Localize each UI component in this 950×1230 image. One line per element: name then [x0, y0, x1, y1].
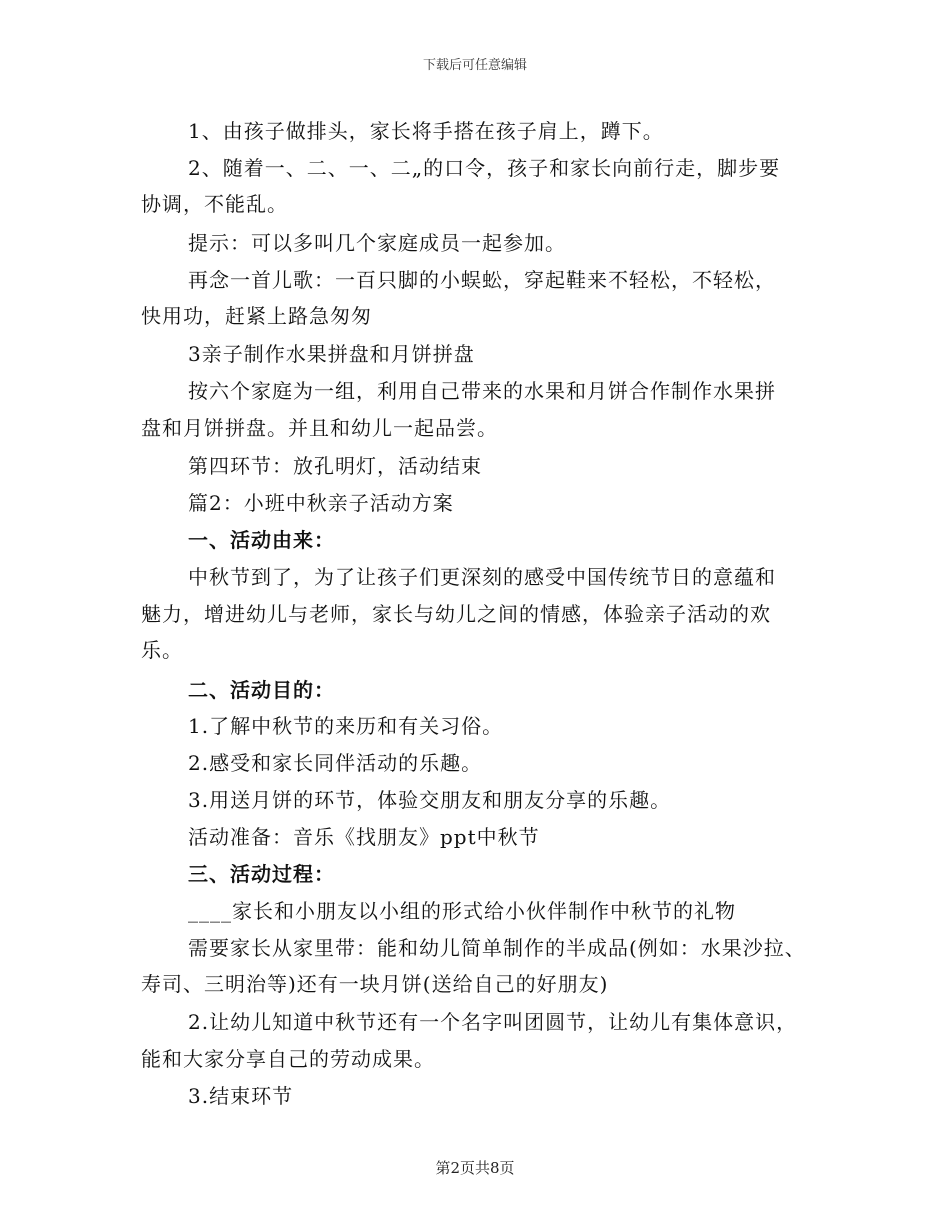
paragraph-line: 能和大家分享自己的劳动成果。	[141, 1047, 435, 1071]
section-heading: 三、活动过程：	[188, 862, 335, 886]
section-heading: 一、活动由来：	[188, 528, 335, 552]
paragraph-line: 乐。	[141, 638, 183, 662]
paragraph-line: 寿司、三明治等)还有一块月饼(送给自己的好朋友)	[141, 972, 609, 996]
paragraph-line: 盘和月饼拼盘。并且和幼儿一起品尝。	[141, 416, 498, 440]
paragraph-line: 魅力，增进幼儿与老师，家长与幼儿之间的情感，体验亲子活动的欢	[141, 602, 771, 626]
paragraph-line: 提示：可以多叫几个家庭成员一起参加。	[188, 231, 566, 255]
paragraph-line: 中秋节到了，为了让孩子们更深刻的感受中国传统节日的意蕴和	[188, 565, 776, 589]
paragraph-line: 按六个家庭为一组，利用自己带来的水果和月饼合作制作水果拼	[188, 379, 776, 403]
paragraph-line: 3亲子制作水果拼盘和月饼拼盘	[188, 342, 475, 366]
list-item: 2.感受和家长同伴活动的乐趣。	[188, 751, 483, 775]
paragraph-line: 需要家长从家里带：能和幼儿简单制作的半成品(例如：水果沙拉、	[188, 936, 806, 960]
list-item: 1.了解中秋节的来历和有关习俗。	[188, 714, 504, 738]
paragraph-line: 活动准备：音乐《找朋友》ppt中秋节	[188, 825, 540, 849]
paragraph-line: 第四环节：放孔明灯，活动结束	[188, 454, 482, 478]
section-heading: 二、活动目的：	[188, 678, 335, 702]
paragraph-line: 协调，不能乱。	[141, 192, 288, 216]
page-footer: 第2页共8页	[435, 1159, 515, 1177]
paragraph-line: ____家长和小朋友以小组的形式给小伙伴制作中秋节的礼物	[188, 899, 736, 923]
list-item: 3.用送月饼的环节，体验交朋友和朋友分享的乐趣。	[188, 788, 672, 812]
paragraph-line: 1、由孩子做排头，家长将手搭在孩子肩上，蹲下。	[188, 119, 664, 143]
paragraph-line: 再念一首儿歌：一百只脚的小蜈蚣，穿起鞋来不轻松，不轻松，	[188, 268, 776, 292]
list-item: 2.让幼儿知道中秋节还有一个名字叫团圆节，让幼儿有集体意识，	[188, 1010, 798, 1034]
paragraph-line: 快用功，赶紧上路急匆匆	[141, 304, 372, 328]
section-title: 篇2：小班中秋亲子活动方案	[188, 491, 454, 515]
list-item: 3.结束环节	[188, 1084, 294, 1108]
paragraph-line: 2、随着一、二、一、二„的口令，孩子和家长向前行走，脚步要	[188, 156, 781, 180]
page-header: 下载后可任意编辑	[422, 58, 527, 73]
